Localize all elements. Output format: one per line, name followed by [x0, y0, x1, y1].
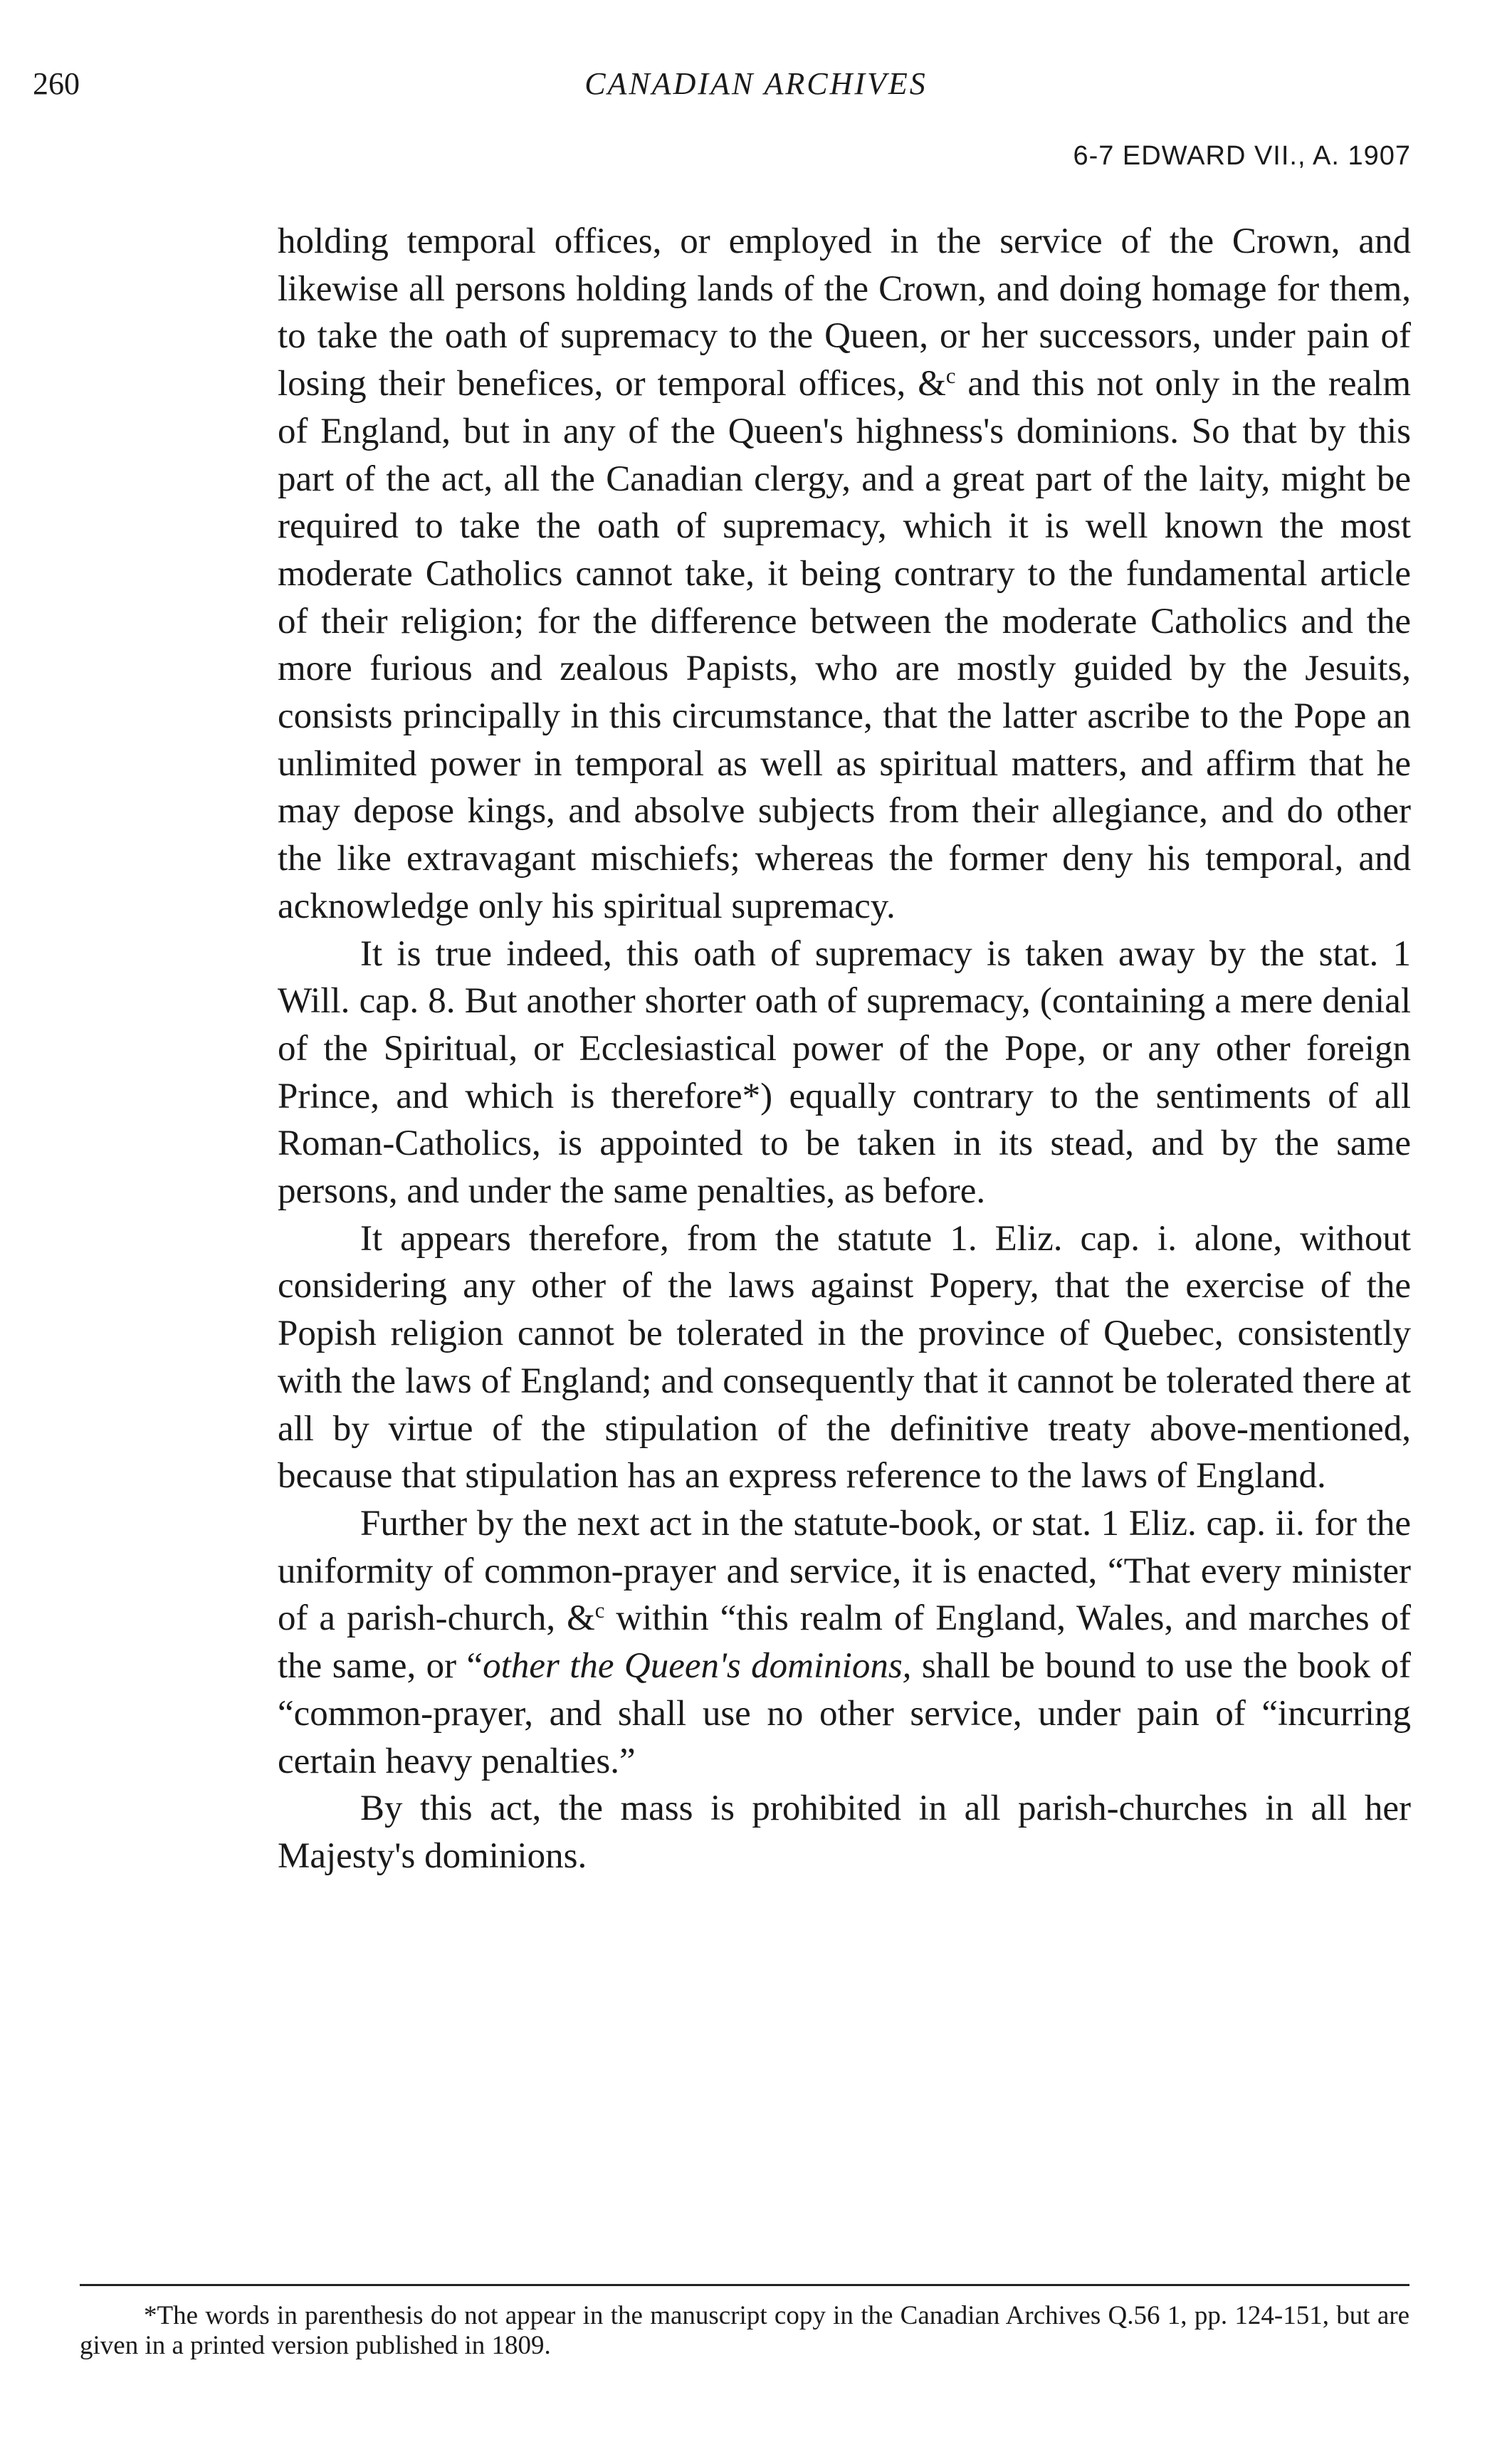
paragraph-1: holding temporal offices, or employed in the service of the Crown, and likewise all persons holding lands of the Crown, and doing homage for them, to take the oath of supremacy to the Queen, or her successors, under pain of losing their benefices, or temporal offices, &$^c$ and this not only in the realm of England, but in any of the Queen's highness's dominions. So that by this part of the act, all the Canadian clergy, and a great part of the laity, might be required to take the oath of supremacy, which it is well known the most moderate Catholics cannot take, it being contrary to the fundamental article of their religion; for the difference between the moderate Catholics and the more furious and zealous Papists, who are mostly guided by the Jesuits, consists principally in this circumstance, that the latter ascribe to the Pope an unlimited power in temporal as well as spiritual matters, and affirm that he may depose kings, and absolve subjects from their allegiance, and do other the like extravagant mischiefs; whereas the former deny his temporal, and acknowledge only his spiritual supremacy. [278, 221, 1411, 926]
footnote-text: *The words in parenthesis do not appear in the manuscript copy in the Canadian Archives Q.56 1, pp. 124-151, but are given in a printed version published in 1809. [80, 2301, 1409, 2360]
paragraph-4: Further by the next act in the statute-book, or stat. 1 Eliz. cap. ii. for the uniformity of common-prayer and service, it is enacted, “That every minister of a parish-church, &$^c$ within “this realm of England, Wales, and marches of the same, or “other the Queen's dominions, shall be bound to use the book of “common-prayer, and shall use no other service, under pain of “incurring certain heavy penalties.” [278, 1503, 1411, 1781]
footnote-divider [80, 2284, 1409, 2286]
paragraph-3: It appears therefore, from the statute 1. Eliz. cap. i. alone, without considering any other of the laws against Popery, that the exercise of the Popish religion cannot be tolerated in the province of Quebec, consistently with the laws of England; and consequently that it cannot be tolerated there at all by virtue of the stipulation of the definitive treaty above-mentioned, because that stipulation has an express reference to the laws of England. [278, 1218, 1411, 1497]
paragraph-5: By this act, the mass is prohibited in all parish-churches in all her Majesty's dominions. [278, 1788, 1411, 1876]
paragraph-2: It is true indeed, this oath of supremacy is taken away by the stat. 1 Will. cap. 8. But another shorter oath of supremacy, (containing a mere denial of the Spiritual, or Ecclesiastical power of the Pope, or any other foreign Prince, and which is therefore*) equally contrary to the sentiments of all Roman-Catholics, is appointed to be taken in its stead, and by the same persons, and under the same penalties, as before. [278, 933, 1411, 1212]
body-text [278, 218, 1411, 1880]
running-title: CANADIAN ARCHIVES [584, 66, 928, 101]
page-number: 260 [33, 66, 80, 101]
footnote [80, 2301, 1409, 2361]
session-reference: 6-7 EDWARD VII., A. 1907 [1073, 141, 1411, 171]
